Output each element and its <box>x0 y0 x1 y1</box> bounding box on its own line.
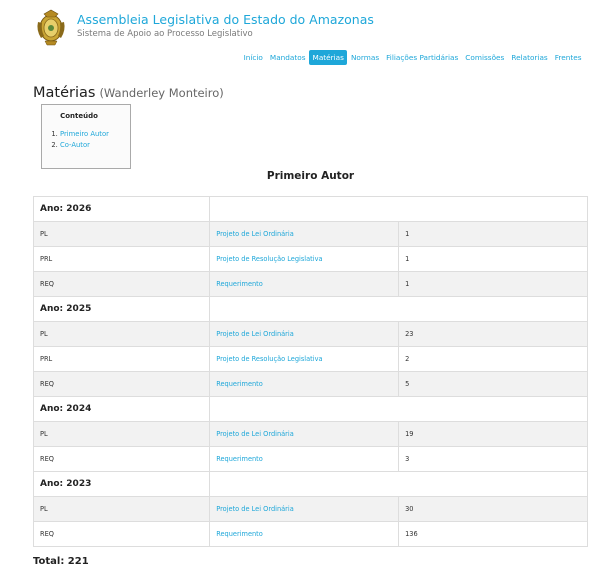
tipo-link[interactable]: Projeto de Resolução Legislativa <box>216 355 323 363</box>
quantidade-cell: 1 <box>399 272 588 297</box>
tipo-cell <box>210 347 399 372</box>
sigla-cell: REQ <box>34 522 210 547</box>
sigla-cell: PRL <box>34 347 210 372</box>
tipo-cell <box>210 447 399 472</box>
tipo-link[interactable]: Projeto de Lei Ordinária <box>216 230 294 238</box>
toc-item <box>60 140 124 151</box>
tipo-link[interactable]: Requerimento <box>216 380 263 388</box>
site-title[interactable]: Assembleia Legislativa do Estado do Amazonas <box>77 12 374 27</box>
tipo-link[interactable]: Projeto de Lei Ordinária <box>216 330 294 338</box>
toc-list <box>48 129 124 151</box>
year-label: Ano: 2026 <box>34 197 210 222</box>
sigla-cell: PL <box>34 422 210 447</box>
sigla-cell: REQ <box>34 447 210 472</box>
tipo-cell <box>210 522 399 547</box>
main-nav <box>240 50 585 65</box>
nav-frentes[interactable]: Frentes <box>554 53 582 62</box>
tipo-cell <box>210 372 399 397</box>
table-row <box>34 497 588 522</box>
year-label: Ano: 2023 <box>34 472 210 497</box>
nav-mandatos[interactable]: Mandatos <box>269 53 306 62</box>
tipo-link[interactable]: Projeto de Resolução Legislativa <box>216 255 323 263</box>
sigla-cell: PL <box>34 322 210 347</box>
sigla-cell: PL <box>34 497 210 522</box>
nav-inicio[interactable]: Início <box>243 53 263 62</box>
tipo-cell <box>210 247 399 272</box>
nav-comissoes[interactable]: Comissões <box>465 53 505 62</box>
quantidade-cell: 30 <box>399 497 588 522</box>
year-header-row <box>34 297 588 322</box>
nav-relatorias[interactable]: Relatorias <box>511 53 548 62</box>
tipo-cell <box>210 322 399 347</box>
page-title <box>33 82 224 101</box>
quantidade-cell: 23 <box>399 322 588 347</box>
year-empty-cell <box>210 297 588 322</box>
quantidade-cell: 3 <box>399 447 588 472</box>
coat-of-arms-icon[interactable] <box>35 8 67 46</box>
year-empty-cell <box>210 397 588 422</box>
year-label: Ano: 2024 <box>34 397 210 422</box>
nav-normas[interactable]: Normas <box>350 53 380 62</box>
total-count: Total: 221 <box>33 556 89 567</box>
materias-table <box>33 196 588 547</box>
nav-materias[interactable]: Matérias <box>309 50 347 65</box>
table-row <box>34 422 588 447</box>
tipo-cell <box>210 422 399 447</box>
year-header-row <box>34 197 588 222</box>
toc-item <box>60 129 124 140</box>
toc-link-co-autor[interactable]: Co-Autor <box>60 141 90 149</box>
year-empty-cell <box>210 197 588 222</box>
toc-title: Conteúdo <box>60 112 98 120</box>
tipo-cell <box>210 497 399 522</box>
table-row <box>34 322 588 347</box>
tipo-link[interactable]: Requerimento <box>216 530 263 538</box>
table-row <box>34 372 588 397</box>
year-header-row <box>34 397 588 422</box>
quantidade-cell: 1 <box>399 247 588 272</box>
toc-link-primeiro-autor[interactable]: Primeiro Autor <box>60 130 109 138</box>
tipo-link[interactable]: Projeto de Lei Ordinária <box>216 505 294 513</box>
tipo-cell <box>210 272 399 297</box>
quantidade-cell: 19 <box>399 422 588 447</box>
nav-filiacoes[interactable]: Filiações Partidárias <box>386 53 459 62</box>
sigla-cell: REQ <box>34 272 210 297</box>
quantidade-cell: 136 <box>399 522 588 547</box>
year-label: Ano: 2025 <box>34 297 210 322</box>
table-row <box>34 222 588 247</box>
tipo-link[interactable]: Requerimento <box>216 455 263 463</box>
tipo-link[interactable]: Projeto de Lei Ordinária <box>216 430 294 438</box>
table-row <box>34 447 588 472</box>
table-row <box>34 347 588 372</box>
quantidade-cell: 1 <box>399 222 588 247</box>
year-empty-cell <box>210 472 588 497</box>
table-row <box>34 247 588 272</box>
sigla-cell: REQ <box>34 372 210 397</box>
year-header-row <box>34 472 588 497</box>
table-row <box>34 272 588 297</box>
quantidade-cell: 2 <box>399 347 588 372</box>
page-title-main: Matérias <box>33 85 96 101</box>
tipo-cell <box>210 222 399 247</box>
section-title: Primeiro Autor <box>266 170 355 182</box>
sigla-cell: PL <box>34 222 210 247</box>
quantidade-cell: 5 <box>399 372 588 397</box>
site-subtitle: Sistema de Apoio ao Processo Legislativo <box>77 29 253 39</box>
site-header <box>35 8 374 48</box>
brand <box>77 12 374 40</box>
tipo-link[interactable]: Requerimento <box>216 280 263 288</box>
table-row <box>34 522 588 547</box>
parlamentar-name: (Wanderley Monteiro) <box>99 86 224 100</box>
sigla-cell: PRL <box>34 247 210 272</box>
table-of-contents <box>41 104 131 169</box>
